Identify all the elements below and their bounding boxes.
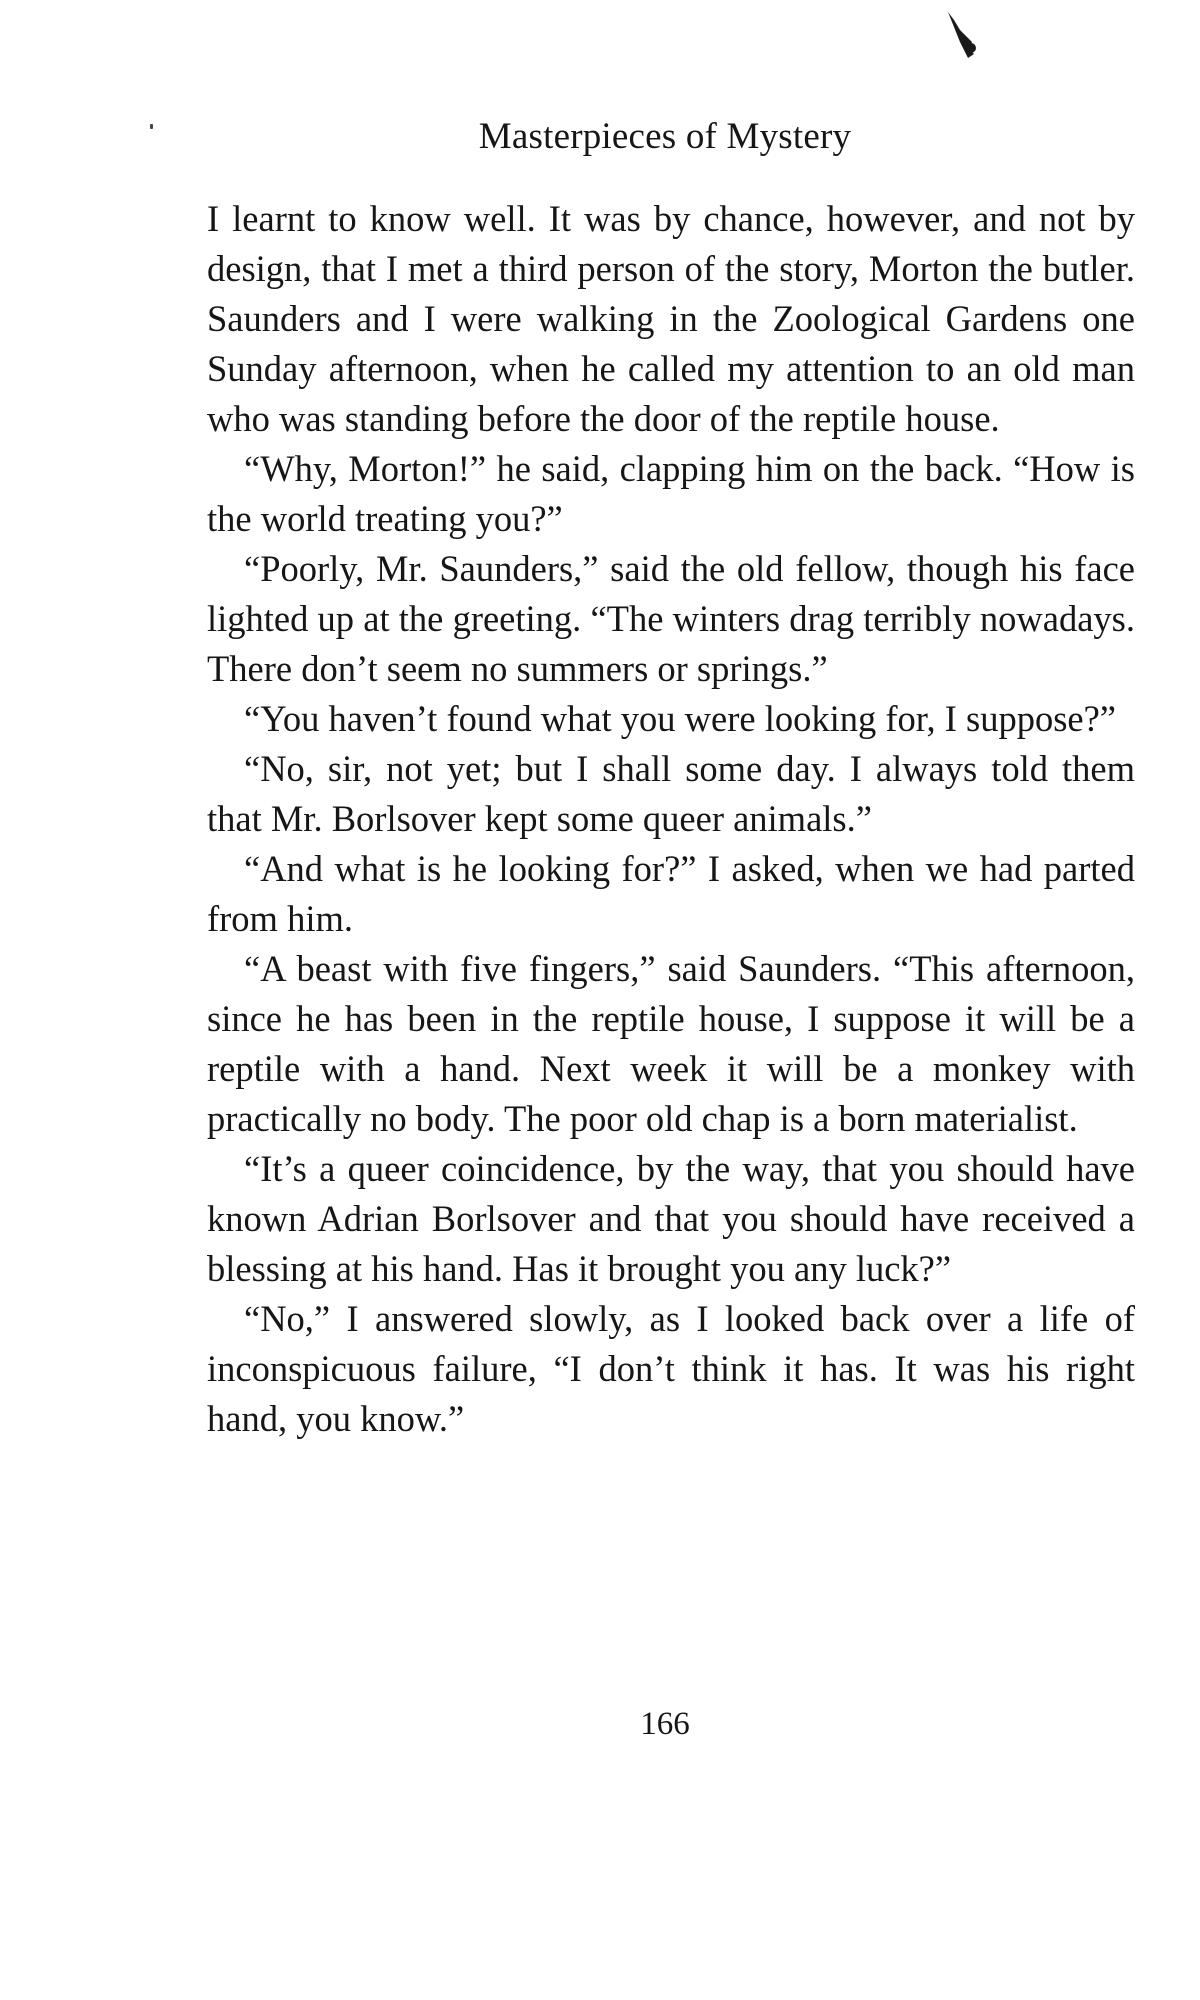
ink-speck-mark (944, 6, 984, 62)
paragraph: “And what is he looking for?” I asked, when we had parted from him. (207, 848, 1135, 939)
paragraph: “No, sir, not yet; but I shall some day. I always told them that Mr. Borlsover kept some queer animals.” (207, 748, 1135, 839)
paragraph: “A beast with five fingers,” said Saunders. “This afternoon, since he has been in the reptile house, I suppose it will be a reptile with a hand. Next week it will be a monkey with practically no body. The poor old chap is a born materialist. (207, 948, 1135, 1139)
paragraph: I learnt to know well. It was by chance, however, and not by design, that I met a third person of the story, Morton the butler. Saunders and I were walking in the Zoological Gardens one Sunday afternoon, when he called my attention to an old man who was standing before the door of the reptile house. (207, 198, 1135, 439)
paragraph: “It’s a queer coincidence, by the way, that you should have known Adrian Borlsover and that you should have received a blessing at his hand. Has it brought you any luck?” (207, 1148, 1135, 1289)
running-head: Masterpieces of Mystery (478, 116, 852, 157)
page-number: 166 (640, 1706, 690, 1742)
paragraph: “No,” I answered slowly, as I looked back over a life of inconspicuous failure, “I don’t think it has. It was his right hand, you know.” (207, 1298, 1135, 1439)
body-text (207, 194, 1135, 1444)
paragraph: “Poorly, Mr. Saunders,” said the old fellow, though his face lighted up at the greeting. “The winters drag terribly nowadays. There don’t seem no summers or springs.” (207, 548, 1135, 689)
paragraph: “You haven’t found what you were looking for, I suppose?” (244, 698, 1117, 739)
paragraph: “Why, Morton!” he said, clapping him on the back. “How is the world treating you?” (207, 448, 1135, 539)
